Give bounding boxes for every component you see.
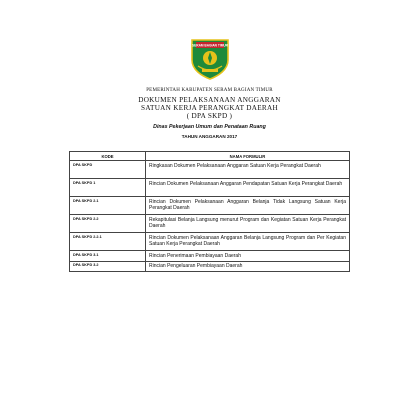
row-nama: Rincian Dokumen Pelaksanaan Anggaran Pendapatan Satuan Kerja Perangkat Daerah xyxy=(146,179,350,197)
document-title-line3: ( DPA SKPD ) xyxy=(186,112,233,120)
header-nama-formulir: NAMA FORMULIR xyxy=(146,152,350,161)
header-kode: KODE xyxy=(70,152,146,161)
table-header-row xyxy=(70,152,350,161)
row-kode: DPA SKPD 1 xyxy=(70,179,146,197)
table-row xyxy=(70,197,350,215)
row-nama: Rekapitulasi Belanja Langsung menurut Program dan Kegiatan Satuan Kerja Perangkat Daerah xyxy=(146,215,350,233)
row-nama: Rincian Penerimaan Pembiayaan Daerah xyxy=(146,251,350,262)
table-row xyxy=(70,251,350,262)
department-name: Dinas Pekerjaan Umum dan Penataan Ruang xyxy=(153,124,266,130)
row-nama: Rincian Pengeluaran Pembiayaan Daerah xyxy=(146,261,350,272)
table-row xyxy=(70,215,350,233)
forms-table xyxy=(69,151,350,272)
row-kode: DPA SKPD 3.2 xyxy=(70,261,146,272)
row-kode: DPA SKPD 2.2.1 xyxy=(70,233,146,251)
table-row xyxy=(70,261,350,272)
row-nama: Rincian Dokumen Pelaksanaan Anggaran Belanja Tidak Langsung Satuan Kerja Perangkat Daerah xyxy=(146,197,350,215)
row-nama: Ringkasan Dokumen Pelaksanaan Anggaran Satuan Kerja Perangkat Daerah xyxy=(146,161,350,179)
row-kode: DPA SKPD xyxy=(70,161,146,179)
fiscal-year: TAHUN ANGGARAN 2017 xyxy=(181,134,238,139)
logo-banner-text: SERAM BAGIAN TIMUR xyxy=(192,43,228,48)
row-kode: DPA SKPD 3.1 xyxy=(70,251,146,262)
coat-of-arms-icon xyxy=(188,36,232,80)
document-title-line1: DOKUMEN PELAKSANAAN ANGGARAN xyxy=(138,96,281,104)
document-title-line2: SATUAN KERJA PERANGKAT DAERAH xyxy=(141,104,278,112)
row-nama: Rincian Dokumen Pelaksanaan Anggaran Belanja Langsung Program dan Per Kegiatan Satuan Kerja Perangkat Daerah xyxy=(146,233,350,251)
table-row xyxy=(70,161,350,179)
organization-name: PEMERINTAH KABUPATEN SERAM BAGIAN TIMUR xyxy=(146,88,273,93)
row-kode: DPA SKPD 2.1 xyxy=(70,197,146,215)
table-row xyxy=(70,233,350,251)
table-row xyxy=(70,179,350,197)
row-kode: DPA SKPD 2.2 xyxy=(70,215,146,233)
